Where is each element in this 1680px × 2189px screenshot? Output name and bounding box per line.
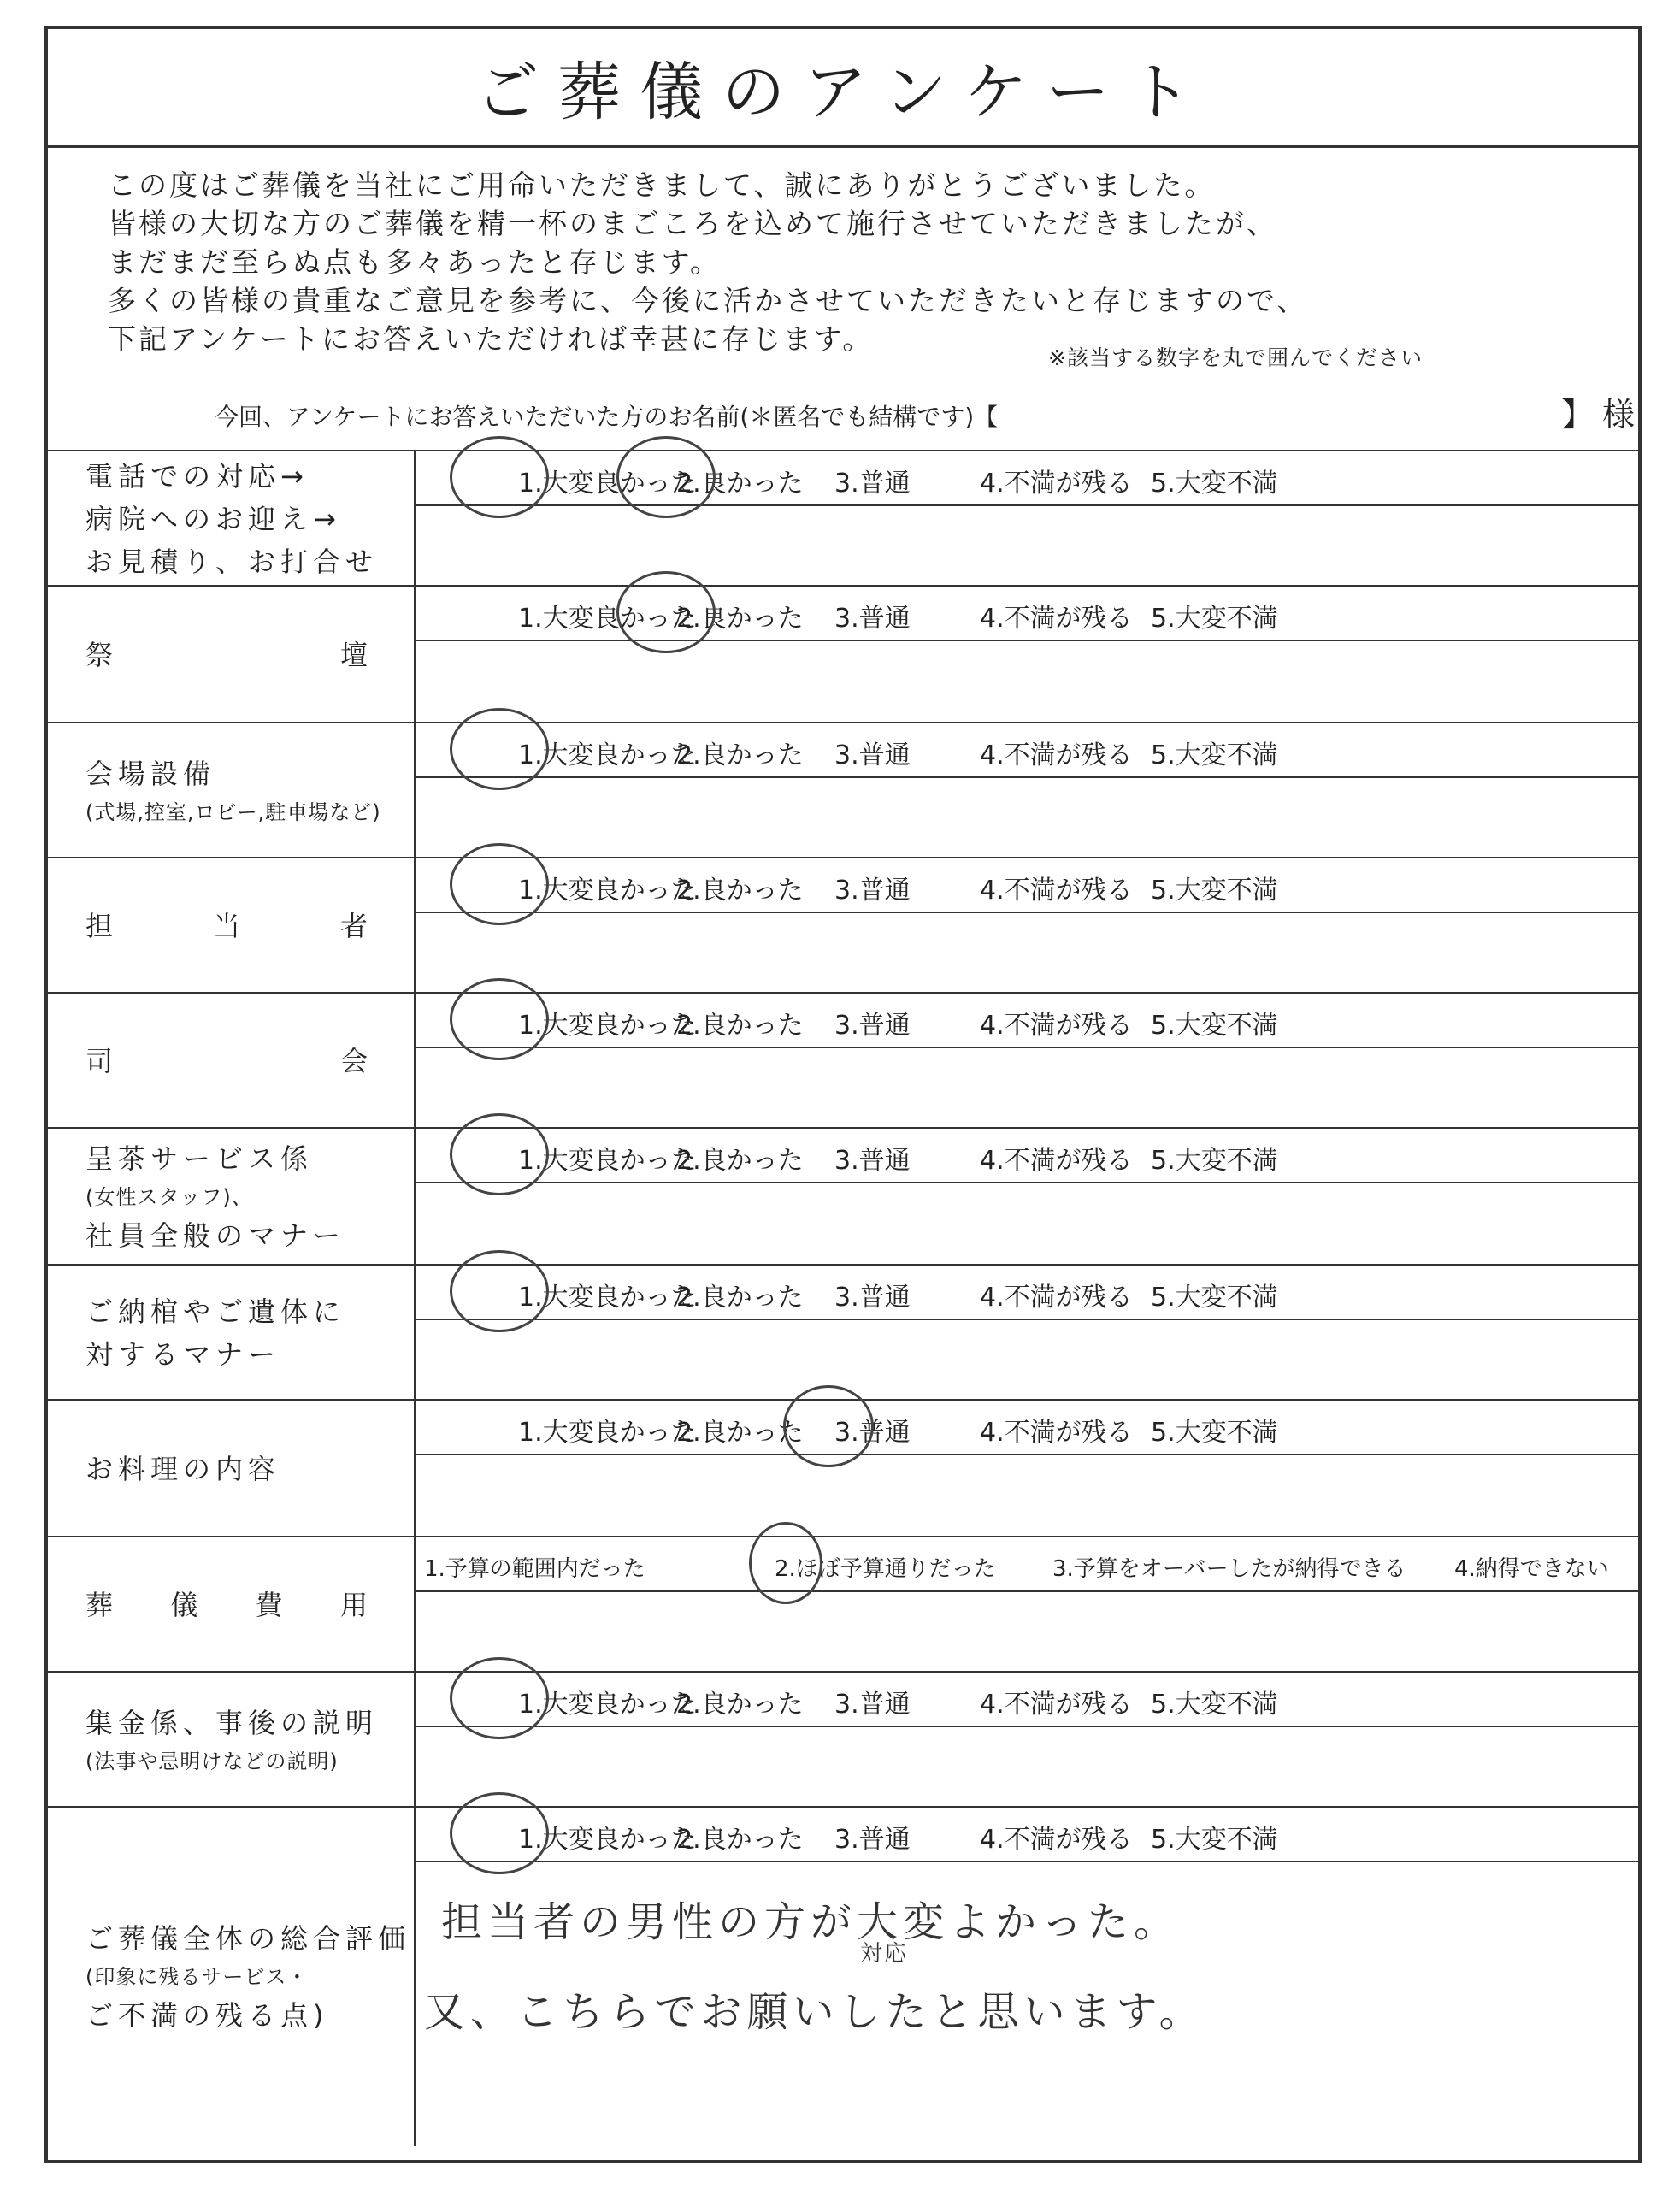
rating-option[interactable]: 3.普通 xyxy=(834,1825,911,1855)
question-label-char: 葬 xyxy=(85,1589,114,1621)
selection-circle xyxy=(616,436,716,518)
question-label xyxy=(48,723,416,858)
question-label-line: ご不満の残る点) xyxy=(85,1999,329,2032)
options-row xyxy=(416,1266,1638,1320)
question-label-char: 当 xyxy=(212,910,240,942)
survey-sheet xyxy=(44,26,1642,2163)
question-row xyxy=(48,1806,1638,2146)
rating-option[interactable]: 3.普通 xyxy=(834,1690,911,1720)
question-row xyxy=(48,722,1638,858)
rating-option[interactable]: 5.大変不満 xyxy=(1151,1011,1278,1041)
question-row xyxy=(48,992,1638,1129)
rating-option[interactable]: 2.良かった xyxy=(676,1011,804,1041)
rating-option[interactable]: 2.良かった xyxy=(676,604,804,634)
title-band xyxy=(48,29,1638,148)
answer-area xyxy=(416,1129,1638,1266)
rating-option[interactable]: 4.不満が残る xyxy=(980,1825,1133,1855)
selection-circle xyxy=(450,978,549,1060)
question-row xyxy=(48,1399,1638,1537)
answer-area xyxy=(416,994,1638,1129)
rating-option[interactable]: 4.納得できない xyxy=(1454,1556,1609,1582)
rating-option[interactable]: 2.良かった xyxy=(676,1825,804,1855)
rating-option[interactable]: 4.不満が残る xyxy=(980,740,1133,770)
rating-option[interactable]: 5.大変不満 xyxy=(1151,1825,1278,1855)
rating-option[interactable]: 1.大変良かった xyxy=(518,1690,697,1720)
question-label-char: 司 xyxy=(85,1045,114,1077)
question-label-char: 担 xyxy=(85,910,114,942)
selection-circle xyxy=(783,1385,874,1467)
question-label-line xyxy=(85,634,368,676)
question-label-char: 会 xyxy=(339,1045,368,1077)
rating-option[interactable]: 1.大変良かった xyxy=(518,1283,697,1313)
rating-option[interactable]: 3.普通 xyxy=(834,1418,911,1448)
question-label xyxy=(48,994,416,1129)
rating-option[interactable]: 2.良かった xyxy=(676,1418,804,1448)
question-label-line: 呈茶サービス係 xyxy=(85,1142,314,1175)
name-field-close[interactable] xyxy=(1553,388,1635,435)
rating-option[interactable]: 4.不満が残る xyxy=(980,1418,1133,1448)
question-label-line: お料理の内容 xyxy=(85,1453,281,1485)
rating-option[interactable]: 3.普通 xyxy=(834,740,911,770)
rating-option[interactable]: 1.予算の範囲内だった xyxy=(424,1556,645,1582)
question-label xyxy=(48,858,416,994)
question-label-line: 社員全般のマナー xyxy=(85,1219,346,1252)
rating-option[interactable]: 2.良かった xyxy=(676,1146,804,1176)
selection-circle xyxy=(749,1522,822,1604)
rating-option[interactable]: 4.不満が残る xyxy=(980,1283,1133,1313)
answer-area xyxy=(416,451,1638,587)
answer-area xyxy=(416,1266,1638,1401)
selection-circle xyxy=(616,571,716,653)
question-label xyxy=(48,1537,416,1673)
question-label-line: 電話での対応→ xyxy=(85,460,309,493)
rating-option[interactable]: 5.大変不満 xyxy=(1151,469,1278,499)
options-row xyxy=(416,1129,1638,1183)
question-row xyxy=(48,857,1638,994)
answer-area xyxy=(416,1537,1638,1673)
question-label-line: 会場設備 xyxy=(85,758,216,790)
question-row xyxy=(48,1264,1638,1401)
name-prompt: 今回、アンケートにお答えいただいた方のお名前(＊匿名でも結構です)【 xyxy=(215,403,999,431)
question-label-line: (式場,控室,ロビー,駐車場など) xyxy=(85,800,381,824)
selection-circle xyxy=(450,436,549,518)
question-label-line: 集金係、事後の説明 xyxy=(85,1707,379,1739)
name-suffix: 様 xyxy=(1602,396,1636,434)
rating-option[interactable]: 5.大変不満 xyxy=(1151,1418,1278,1448)
answer-area xyxy=(416,1401,1638,1537)
name-bracket-close: 】 xyxy=(1561,396,1595,434)
question-label xyxy=(48,451,416,587)
answer-area xyxy=(416,1673,1638,1808)
intro-text xyxy=(108,166,1595,358)
rating-option[interactable]: 2.良かった xyxy=(676,876,804,906)
rating-option[interactable]: 2.良かった xyxy=(676,1283,804,1313)
answer-area xyxy=(416,1808,1638,2146)
rating-option[interactable]: 4.不満が残る xyxy=(980,876,1133,906)
rating-option[interactable]: 5.大変不満 xyxy=(1151,876,1278,906)
rating-option[interactable]: 3.普通 xyxy=(834,604,911,634)
question-label-line: ご納棺やご遺体に xyxy=(85,1295,346,1328)
selection-circle xyxy=(450,1250,549,1332)
rating-option[interactable]: 3.普通 xyxy=(834,1011,911,1041)
question-row xyxy=(48,1127,1638,1266)
rating-option[interactable]: 3.普通 xyxy=(834,1283,911,1313)
rating-option[interactable]: 2.ほぼ予算通りだった xyxy=(775,1556,996,1582)
options-row xyxy=(416,858,1638,913)
selection-circle xyxy=(450,1657,549,1739)
page-title: ご葬儀のアンケート xyxy=(475,56,1211,129)
question-label-line: (女性スタッフ)、 xyxy=(85,1185,253,1209)
question-label xyxy=(48,1401,416,1537)
question-label xyxy=(48,1266,416,1401)
options-row xyxy=(416,1673,1638,1727)
question-label-char: 壇 xyxy=(339,639,368,671)
question-row xyxy=(48,450,1638,587)
question-row xyxy=(48,1536,1638,1673)
rating-option[interactable]: 4.不満が残る xyxy=(980,1690,1133,1720)
intro-line: この度はご葬儀を当社にご用命いただきまして、誠にありがとうございました。 xyxy=(108,168,1216,202)
question-label-char: 祭 xyxy=(85,639,114,671)
rating-option[interactable]: 3.普通 xyxy=(834,469,911,499)
rating-option[interactable]: 3.予算をオーバーしたが納得できる xyxy=(1052,1556,1406,1582)
question-label-line: 病院へのお迎え→ xyxy=(85,503,341,535)
intro-line: まだまだ至らぬ点も多々あったと存じます。 xyxy=(108,245,722,279)
rating-option[interactable]: 1.大変良かった xyxy=(518,1825,697,1855)
question-label-line xyxy=(85,1040,368,1083)
answer-area xyxy=(416,587,1638,723)
question-label-line: お見積り、お打合せ xyxy=(85,546,379,578)
rating-option[interactable]: 2.良かった xyxy=(676,740,804,770)
question-label-line xyxy=(85,1584,368,1626)
rating-option[interactable]: 1.大変良かった xyxy=(518,604,697,634)
options-row xyxy=(416,587,1638,641)
rating-option[interactable]: 1.大変良かった xyxy=(518,1146,697,1176)
rating-option[interactable]: 3.普通 xyxy=(834,876,911,906)
selection-circle xyxy=(450,708,549,790)
rating-option[interactable]: 4.不満が残る xyxy=(980,1011,1133,1041)
intro-line: 多くの皆様の貴重なご意見を参考に、今後に活かさせていただきたいと存じますので、 xyxy=(108,284,1308,317)
options-row xyxy=(416,1537,1638,1592)
question-row xyxy=(48,1671,1638,1808)
answer-area xyxy=(416,723,1638,858)
rating-option[interactable]: 1.大変良かった xyxy=(518,1011,697,1041)
question-label-char: 用 xyxy=(339,1589,368,1621)
selection-circle xyxy=(450,1792,549,1874)
question-label xyxy=(48,1808,416,2146)
options-row xyxy=(416,1401,1638,1455)
rating-option[interactable]: 5.大変不満 xyxy=(1151,604,1278,634)
rating-option[interactable]: 5.大変不満 xyxy=(1151,740,1278,770)
rating-option[interactable]: 4.不満が残る xyxy=(980,469,1133,499)
intro-line: 皆様の大切な方のご葬儀を精一杯のまごころを込めて施行させていただきましたが、 xyxy=(108,207,1277,240)
options-row xyxy=(416,994,1638,1048)
question-label xyxy=(48,1673,416,1808)
question-label-line: ご葬儀全体の総合評価 xyxy=(85,1922,411,1955)
question-label-line: 対するマナー xyxy=(85,1338,281,1371)
rating-option[interactable]: 4.不満が残る xyxy=(980,1146,1133,1176)
rating-option[interactable]: 2.良かった xyxy=(676,469,804,499)
rating-option[interactable]: 5.大変不満 xyxy=(1151,1690,1278,1720)
question-label-char: 費 xyxy=(255,1589,283,1621)
question-row xyxy=(48,585,1638,723)
rating-option[interactable]: 2.良かった xyxy=(676,1690,804,1720)
comment-line: 担当者の男性の方が大変よかった。 xyxy=(441,1898,1181,1946)
options-row xyxy=(416,451,1638,506)
selection-circle xyxy=(450,1113,549,1195)
rating-option[interactable]: 1.大変良かった xyxy=(518,1418,697,1448)
options-row xyxy=(416,1808,1638,1862)
question-label xyxy=(48,1129,416,1266)
rating-option[interactable]: 1.大変良かった xyxy=(518,876,697,906)
question-label-line: (印象に残るサービス・ xyxy=(85,1965,309,1989)
instruction-note: ※該当する数字を丸で囲んでください xyxy=(1048,345,1423,370)
comment-line: 又、こちらでお願いしたと思います。 xyxy=(424,1988,1205,2036)
question-label-char: 者 xyxy=(339,910,368,942)
rating-option[interactable]: 3.普通 xyxy=(834,1146,911,1176)
question-label-line: (法事や忌明けなどの説明) xyxy=(85,1749,339,1773)
options-row xyxy=(416,723,1638,778)
rating-option[interactable]: 1.大変良かった xyxy=(518,469,697,499)
intro-line: 下記アンケートにお答えいただければ幸甚に存じます。 xyxy=(108,322,874,356)
rating-option[interactable]: 5.大変不満 xyxy=(1151,1283,1278,1313)
comment-annotation: 対応 xyxy=(860,1941,909,1967)
selection-circle xyxy=(450,843,549,925)
rating-option[interactable]: 4.不満が残る xyxy=(980,604,1133,634)
answer-area xyxy=(416,858,1638,994)
question-label-line xyxy=(85,905,368,947)
question-label-char: 儀 xyxy=(170,1589,198,1621)
question-label xyxy=(48,587,416,723)
rating-option[interactable]: 5.大変不満 xyxy=(1151,1146,1278,1176)
rating-option[interactable]: 1.大変良かった xyxy=(518,740,697,770)
